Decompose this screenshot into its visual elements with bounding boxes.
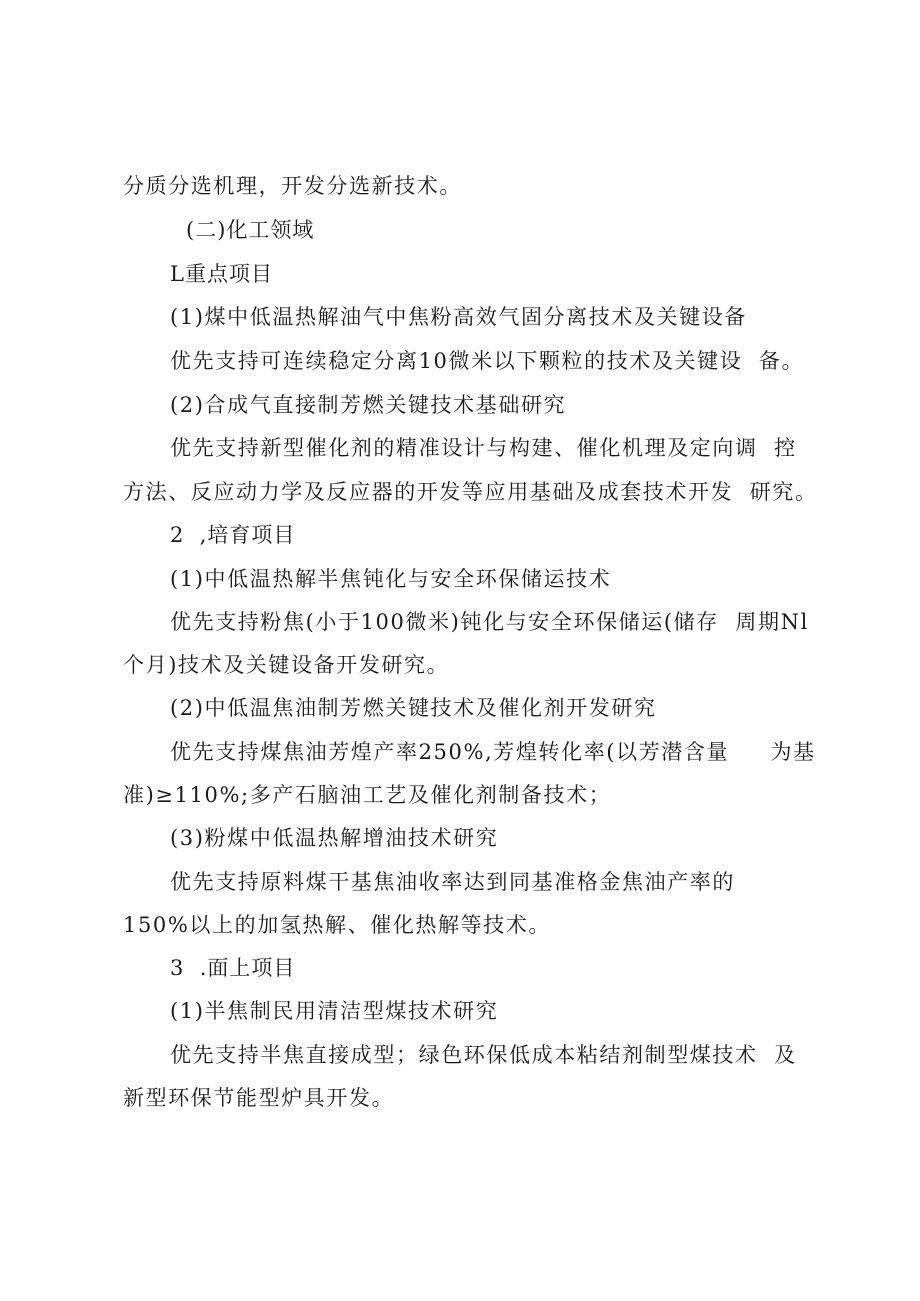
item-description: 优先支持煤焦油芳煌产率250%,芳煌转化率(以芳潜含量 为基 — [170, 740, 816, 764]
subsection-heading-key-projects: L重点项目 — [170, 262, 273, 286]
item-description: 优先支持半焦直接成型；绿色环保低成本粘结剂制型煤技术 及 — [170, 1043, 797, 1067]
item-heading: (2)中低温焦油制芳燃关键技术及催化剂开发研究 — [170, 696, 657, 720]
subsection-heading-general: 3 .面上项目 — [170, 956, 296, 980]
item-heading: (1)煤中低温热解油气中焦粉高效气固分离技术及关键设备 — [170, 305, 747, 329]
item-description: 优先支持新型催化剂的精准设计与构建、催化机理及定向调 控 — [170, 436, 797, 460]
section-heading-chemical: (二)化工领域 — [186, 218, 315, 242]
item-description-continuation: 准)≥110%;多产石脑油工艺及催化剂制备技术； — [123, 783, 612, 807]
item-description: 优先支持原料煤干基焦油收率达到同基准格金焦油产率的 — [170, 870, 735, 894]
item-description: 优先支持粉焦(小于100微米)钝化与安全环保储运(储存 周期Nl — [170, 610, 809, 634]
item-description-continuation: 150%以上的加氢热解、催化热解等技术。 — [123, 913, 552, 937]
item-heading: (1)中低温热解半焦钝化与安全环保储运技术 — [170, 567, 612, 591]
item-description-continuation: 个月)技术及关键设备开发研究。 — [123, 653, 450, 677]
item-description-continuation: 新型环保节能型炉具开发。 — [123, 1086, 395, 1110]
paragraph-continuation: 分质分选机理，开发分选新技术。 — [123, 174, 462, 198]
item-heading: (1)半焦制民用清洁型煤技术研究 — [170, 999, 499, 1023]
subsection-heading-cultivation: 2 ,培育项目 — [170, 523, 296, 547]
item-heading: (2)合成气直接制芳燃关键技术基础研究 — [170, 393, 567, 417]
item-description-continuation: 方法、反应动力学及反应器的开发等应用基础及成套技术开发 研究。 — [123, 480, 818, 504]
item-description: 优先支持可连续稳定分离10微米以下颗粒的技术及关键设 备。 — [170, 349, 805, 373]
item-heading: (3)粉煤中低温热解增油技术研究 — [170, 826, 499, 850]
